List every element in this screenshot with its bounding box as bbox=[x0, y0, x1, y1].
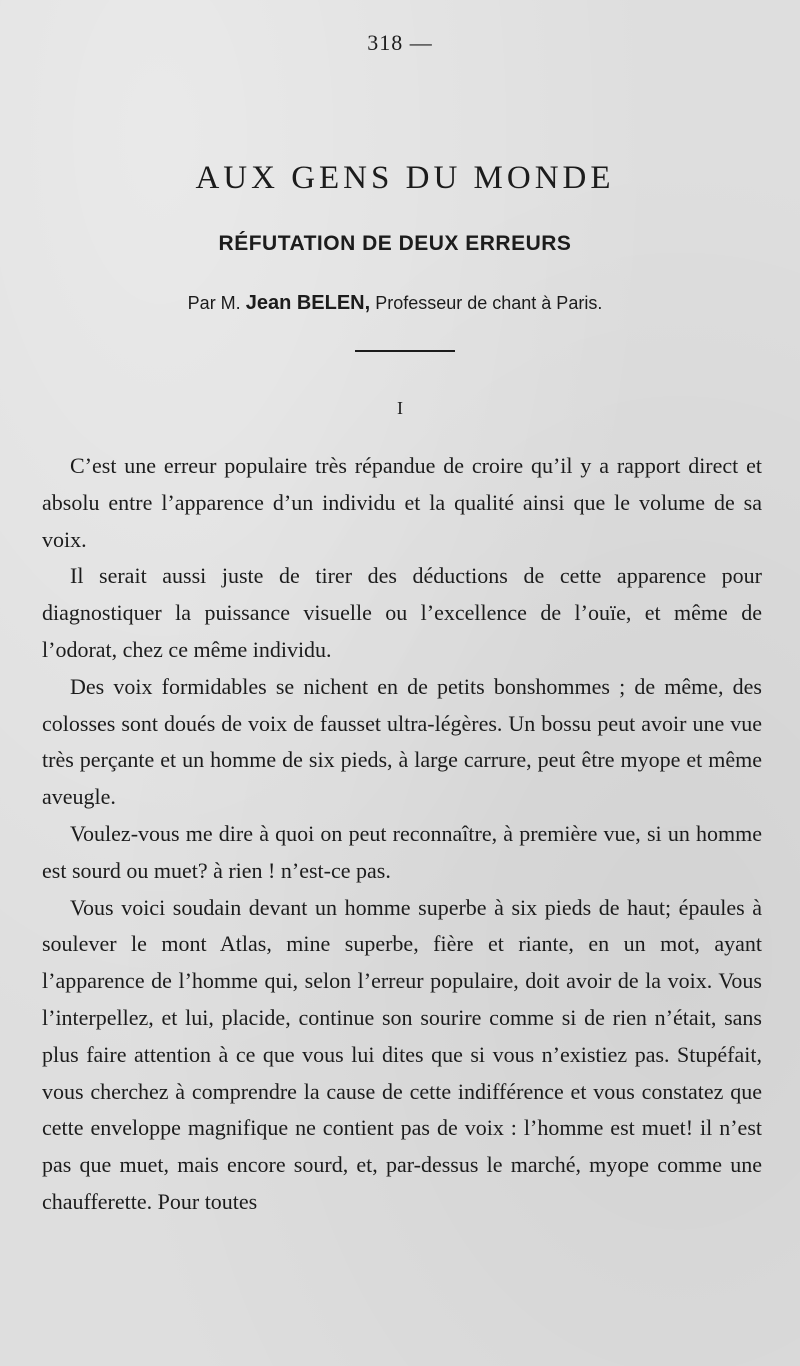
page-number: 318 — bbox=[367, 30, 433, 55]
byline bbox=[0, 292, 790, 315]
paragraph-5: Vous voici soudain devant un homme superbe à six pieds de haut; épaules à soulever le mont Atlas, mine superbe, fière et riante, en un mot, ayant l’apparence de l’homme qui, selon l’erreur populaire, doit avoir de la voix. Vous l’interpellez, et lui, placide, continue son sourire comme si de rien n’était, sans plus faire attention à ce que vous lui dites que si vous n’existiez pas. Stupéfait, vous cherchez à comprendre la cause de cette indifférence et vous constatez que cette enveloppe magnifique ne contient pas de voix : l’homme est muet! il n’est pas que muet, mais encore sourd, et, par-dessus le marché, myope comme une chaufferette. Pour toutes bbox=[42, 894, 762, 1214]
article-body bbox=[42, 448, 762, 1221]
article-title: AUX GENS DU MONDE bbox=[195, 160, 615, 196]
paragraph-3: Des voix formidables se nichent en de petits bonshommes ; de même, des colosses sont doués de voix de fausset ultra-légères. Un bossu peut avoir une vue très perçante et un homme de six pieds, à large carrure, peut être myope et même aveugle. bbox=[42, 673, 762, 810]
paragraph-1: C’est une erreur populaire très répandue de croire qu’il y a rapport direct et absolu entre l’apparence d’un individu et la qualité ainsi que le volume de sa voix. bbox=[42, 453, 762, 552]
author-name: Jean BELEN, bbox=[245, 292, 371, 314]
byline-prefix: Par M. bbox=[187, 293, 241, 313]
section-marker: I bbox=[397, 398, 403, 418]
author-role: Professeur de chant à Paris. bbox=[375, 293, 603, 313]
article-subtitle: RÉFUTATION DE DEUX ERREURS bbox=[218, 232, 572, 255]
paragraph-4: Voulez-vous me dire à quoi on peut reconnaître, à première vue, si un homme est sourd ou muet? à rien ! n’est-ce pas. bbox=[42, 820, 762, 883]
paragraph-2: Il serait aussi juste de tirer des déductions de cette apparence pour diagnostiquer la puissance visuelle ou l’excellence de l’ouïe, et même de l’odorat, chez ce même individu. bbox=[42, 563, 762, 662]
title-rule bbox=[355, 350, 455, 352]
